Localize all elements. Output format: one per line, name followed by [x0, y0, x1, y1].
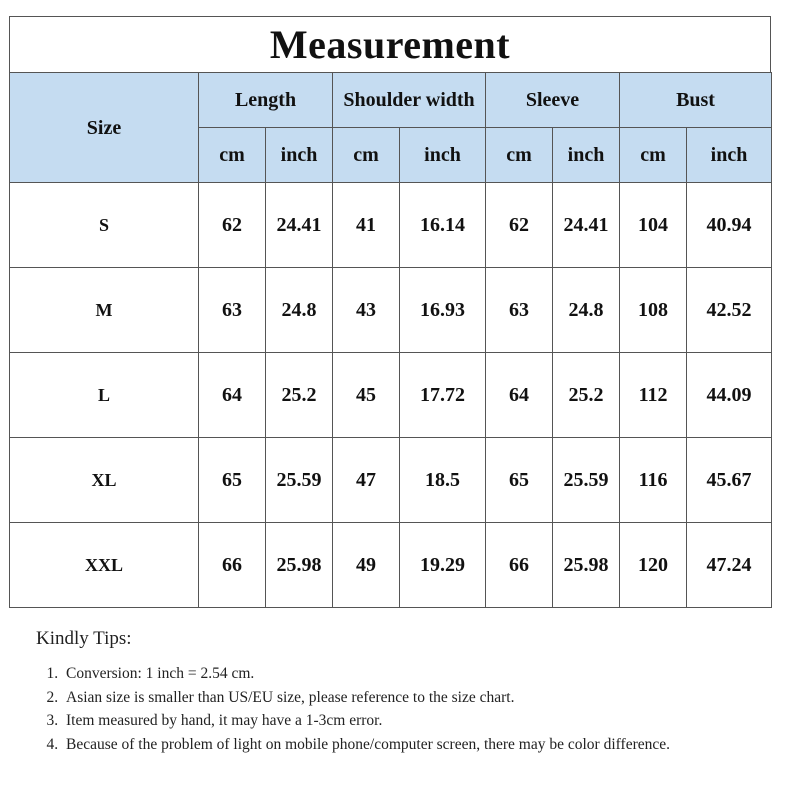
bust-inch-cell: 40.94: [687, 183, 772, 268]
unit-cm-header: cm: [333, 128, 400, 183]
length-cm-cell: 64: [199, 353, 266, 438]
length-inch-cell: 25.59: [266, 438, 333, 523]
bust-inch-cell: 45.67: [687, 438, 772, 523]
table-row: [10, 353, 772, 438]
bust-inch-cell: 47.24: [687, 523, 772, 608]
shoulder-cm-cell: 45: [333, 353, 400, 438]
kindly-tips: [36, 628, 756, 756]
length-inch-cell: 25.2: [266, 353, 333, 438]
sleeve-inch-cell: 25.2: [553, 353, 620, 438]
shoulder-inch-cell: 19.29: [400, 523, 486, 608]
bust-cm-cell: 108: [620, 268, 687, 353]
shoulder-inch-cell: 17.72: [400, 353, 486, 438]
sleeve-inch-cell: 24.8: [553, 268, 620, 353]
tip-item: 2. Asian size is smaller than US/EU size, please reference to the size chart.: [62, 686, 756, 710]
size-cell: XL: [10, 438, 199, 523]
tip-item: 3. Item measured by hand, it may have a 1-3cm error.: [62, 709, 756, 733]
bust-header: Bust: [620, 73, 772, 128]
page-title: Measurement: [269, 22, 511, 67]
unit-inch-header: inch: [400, 128, 486, 183]
size-cell: XXL: [10, 523, 199, 608]
length-header: Length: [199, 73, 333, 128]
tips-heading: Kindly Tips:: [36, 628, 132, 649]
size-cell: M: [10, 268, 199, 353]
sleeve-cm-cell: 65: [486, 438, 553, 523]
title-box: [9, 16, 771, 72]
table-row: [10, 268, 772, 353]
size-table: [9, 72, 772, 608]
unit-cm-header: cm: [199, 128, 266, 183]
shoulder-cm-cell: 41: [333, 183, 400, 268]
tips-list: [36, 662, 756, 756]
length-cm-cell: 63: [199, 268, 266, 353]
unit-inch-header: inch: [553, 128, 620, 183]
sleeve-inch-cell: 25.59: [553, 438, 620, 523]
unit-cm-header: cm: [486, 128, 553, 183]
size-cell: S: [10, 183, 199, 268]
sleeve-cm-cell: 63: [486, 268, 553, 353]
length-inch-cell: 25.98: [266, 523, 333, 608]
size-header: Size: [10, 73, 199, 183]
bust-cm-cell: 112: [620, 353, 687, 438]
length-inch-cell: 24.8: [266, 268, 333, 353]
shoulder-cm-cell: 49: [333, 523, 400, 608]
shoulder-inch-cell: 16.14: [400, 183, 486, 268]
bust-cm-cell: 104: [620, 183, 687, 268]
unit-cm-header: cm: [620, 128, 687, 183]
tip-item: 1. Conversion: 1 inch = 2.54 cm.: [62, 662, 756, 686]
bust-cm-cell: 116: [620, 438, 687, 523]
unit-inch-header: inch: [266, 128, 333, 183]
table-row: [10, 438, 772, 523]
tip-item: 4. Because of the problem of light on mobile phone/computer screen, there may be color difference.: [62, 733, 756, 757]
sleeve-header: Sleeve: [486, 73, 620, 128]
table-row: [10, 523, 772, 608]
shoulder-width-header: Shoulder width: [333, 73, 486, 128]
length-cm-cell: 62: [199, 183, 266, 268]
sleeve-cm-cell: 66: [486, 523, 553, 608]
shoulder-inch-cell: 18.5: [400, 438, 486, 523]
sleeve-cm-cell: 64: [486, 353, 553, 438]
bust-inch-cell: 42.52: [687, 268, 772, 353]
size-cell: L: [10, 353, 199, 438]
sleeve-inch-cell: 25.98: [553, 523, 620, 608]
shoulder-cm-cell: 47: [333, 438, 400, 523]
bust-cm-cell: 120: [620, 523, 687, 608]
length-cm-cell: 66: [199, 523, 266, 608]
unit-inch-header: inch: [687, 128, 772, 183]
sleeve-inch-cell: 24.41: [553, 183, 620, 268]
length-cm-cell: 65: [199, 438, 266, 523]
bust-inch-cell: 44.09: [687, 353, 772, 438]
table-row: [10, 183, 772, 268]
length-inch-cell: 24.41: [266, 183, 333, 268]
shoulder-inch-cell: 16.93: [400, 268, 486, 353]
shoulder-cm-cell: 43: [333, 268, 400, 353]
sleeve-cm-cell: 62: [486, 183, 553, 268]
